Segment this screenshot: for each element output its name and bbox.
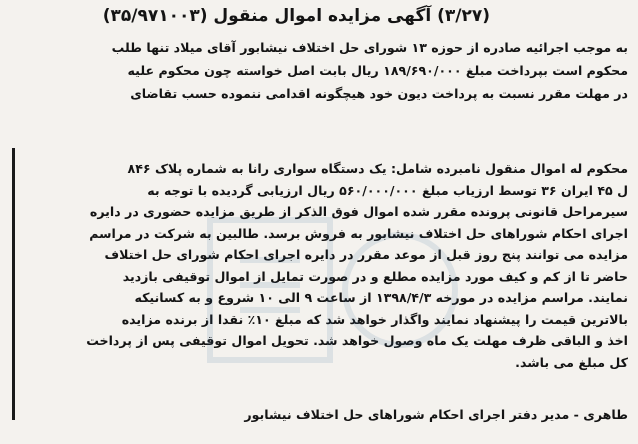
notice-signature: طاهری - مدیر دفتر اجرای احکام شوراهای حل اختلاف نیشابور xyxy=(244,407,628,422)
body-line: سیرمراحل قانونی پرونده مقرر شده اموال فوق الذکر از طریق مزایده حضوری در دایره xyxy=(89,204,628,219)
body-line: کل مبلغ می باشد. xyxy=(515,354,628,370)
intro-line: در مهلت مقرر نسبت به پرداخت دیون خود هیچگونه اقدامی ننموده حسب تقاضای xyxy=(130,86,628,101)
body-line: اجرای احکام شوراهای حل اختلاف نیشابور به فروش برسد. طالبین به شرکت در مراسم xyxy=(89,225,628,241)
body-line: مزایده می توانند پنج روز قبل از موعد مقرر در دایره اجرای احکام شورای حل اختلاف xyxy=(104,247,628,262)
notice-body-paragraph xyxy=(12,158,628,373)
body-line: اخذ و الباقی ظرف مهلت یک ماه وصول خواهد شد. تحویل اموال توقیفی پس از پرداخت xyxy=(86,333,628,348)
body-line: بالاترین قیمت را پیشنهاد نمایند واگذار خواهد شد که مبلغ ۱۰٪ نقدا از برنده مزایده xyxy=(121,311,628,327)
notice-intro-paragraph xyxy=(12,36,628,105)
body-line: محکوم له اموال منقول نامبرده شامل: یک دستگاه سواری رانا به شماره پلاک ۸۴۶ xyxy=(127,161,628,176)
body-line: نمایند. مراسم مزایده در مورخه ۱۳۹۸/۴/۳ از ساعت ۹ الی ۱۰ شروع و به کسانیکه xyxy=(134,290,628,305)
intro-line: محکوم است بپرداخت مبلغ ۱۸۹/۶۹۰/۰۰۰ ریال بابت اصل خواسته چون محکوم علیه xyxy=(127,63,628,78)
intro-line: به موجب اجرائیه صادره از حوزه ۱۳ شورای حل اختلاف نیشابور آقای میلاد تنها طلب xyxy=(111,40,628,55)
notice-title: (۳/۲۷) آگهی مزایده اموال منقول (۳۵/۹۷۱۰۰۳) xyxy=(102,6,490,26)
body-line: ل ۴۵ ایران ۳۶ توسط ارزیاب مبلغ ۵۶۰/۰۰۰/۰۰۰ ریال ارزیابی گردیده با توجه به xyxy=(147,182,628,198)
body-line: حاضر تا از کم و کیف مورد مزایده مطلع و در صورت تمایل از اموال توقیفی بازدید xyxy=(122,268,628,284)
